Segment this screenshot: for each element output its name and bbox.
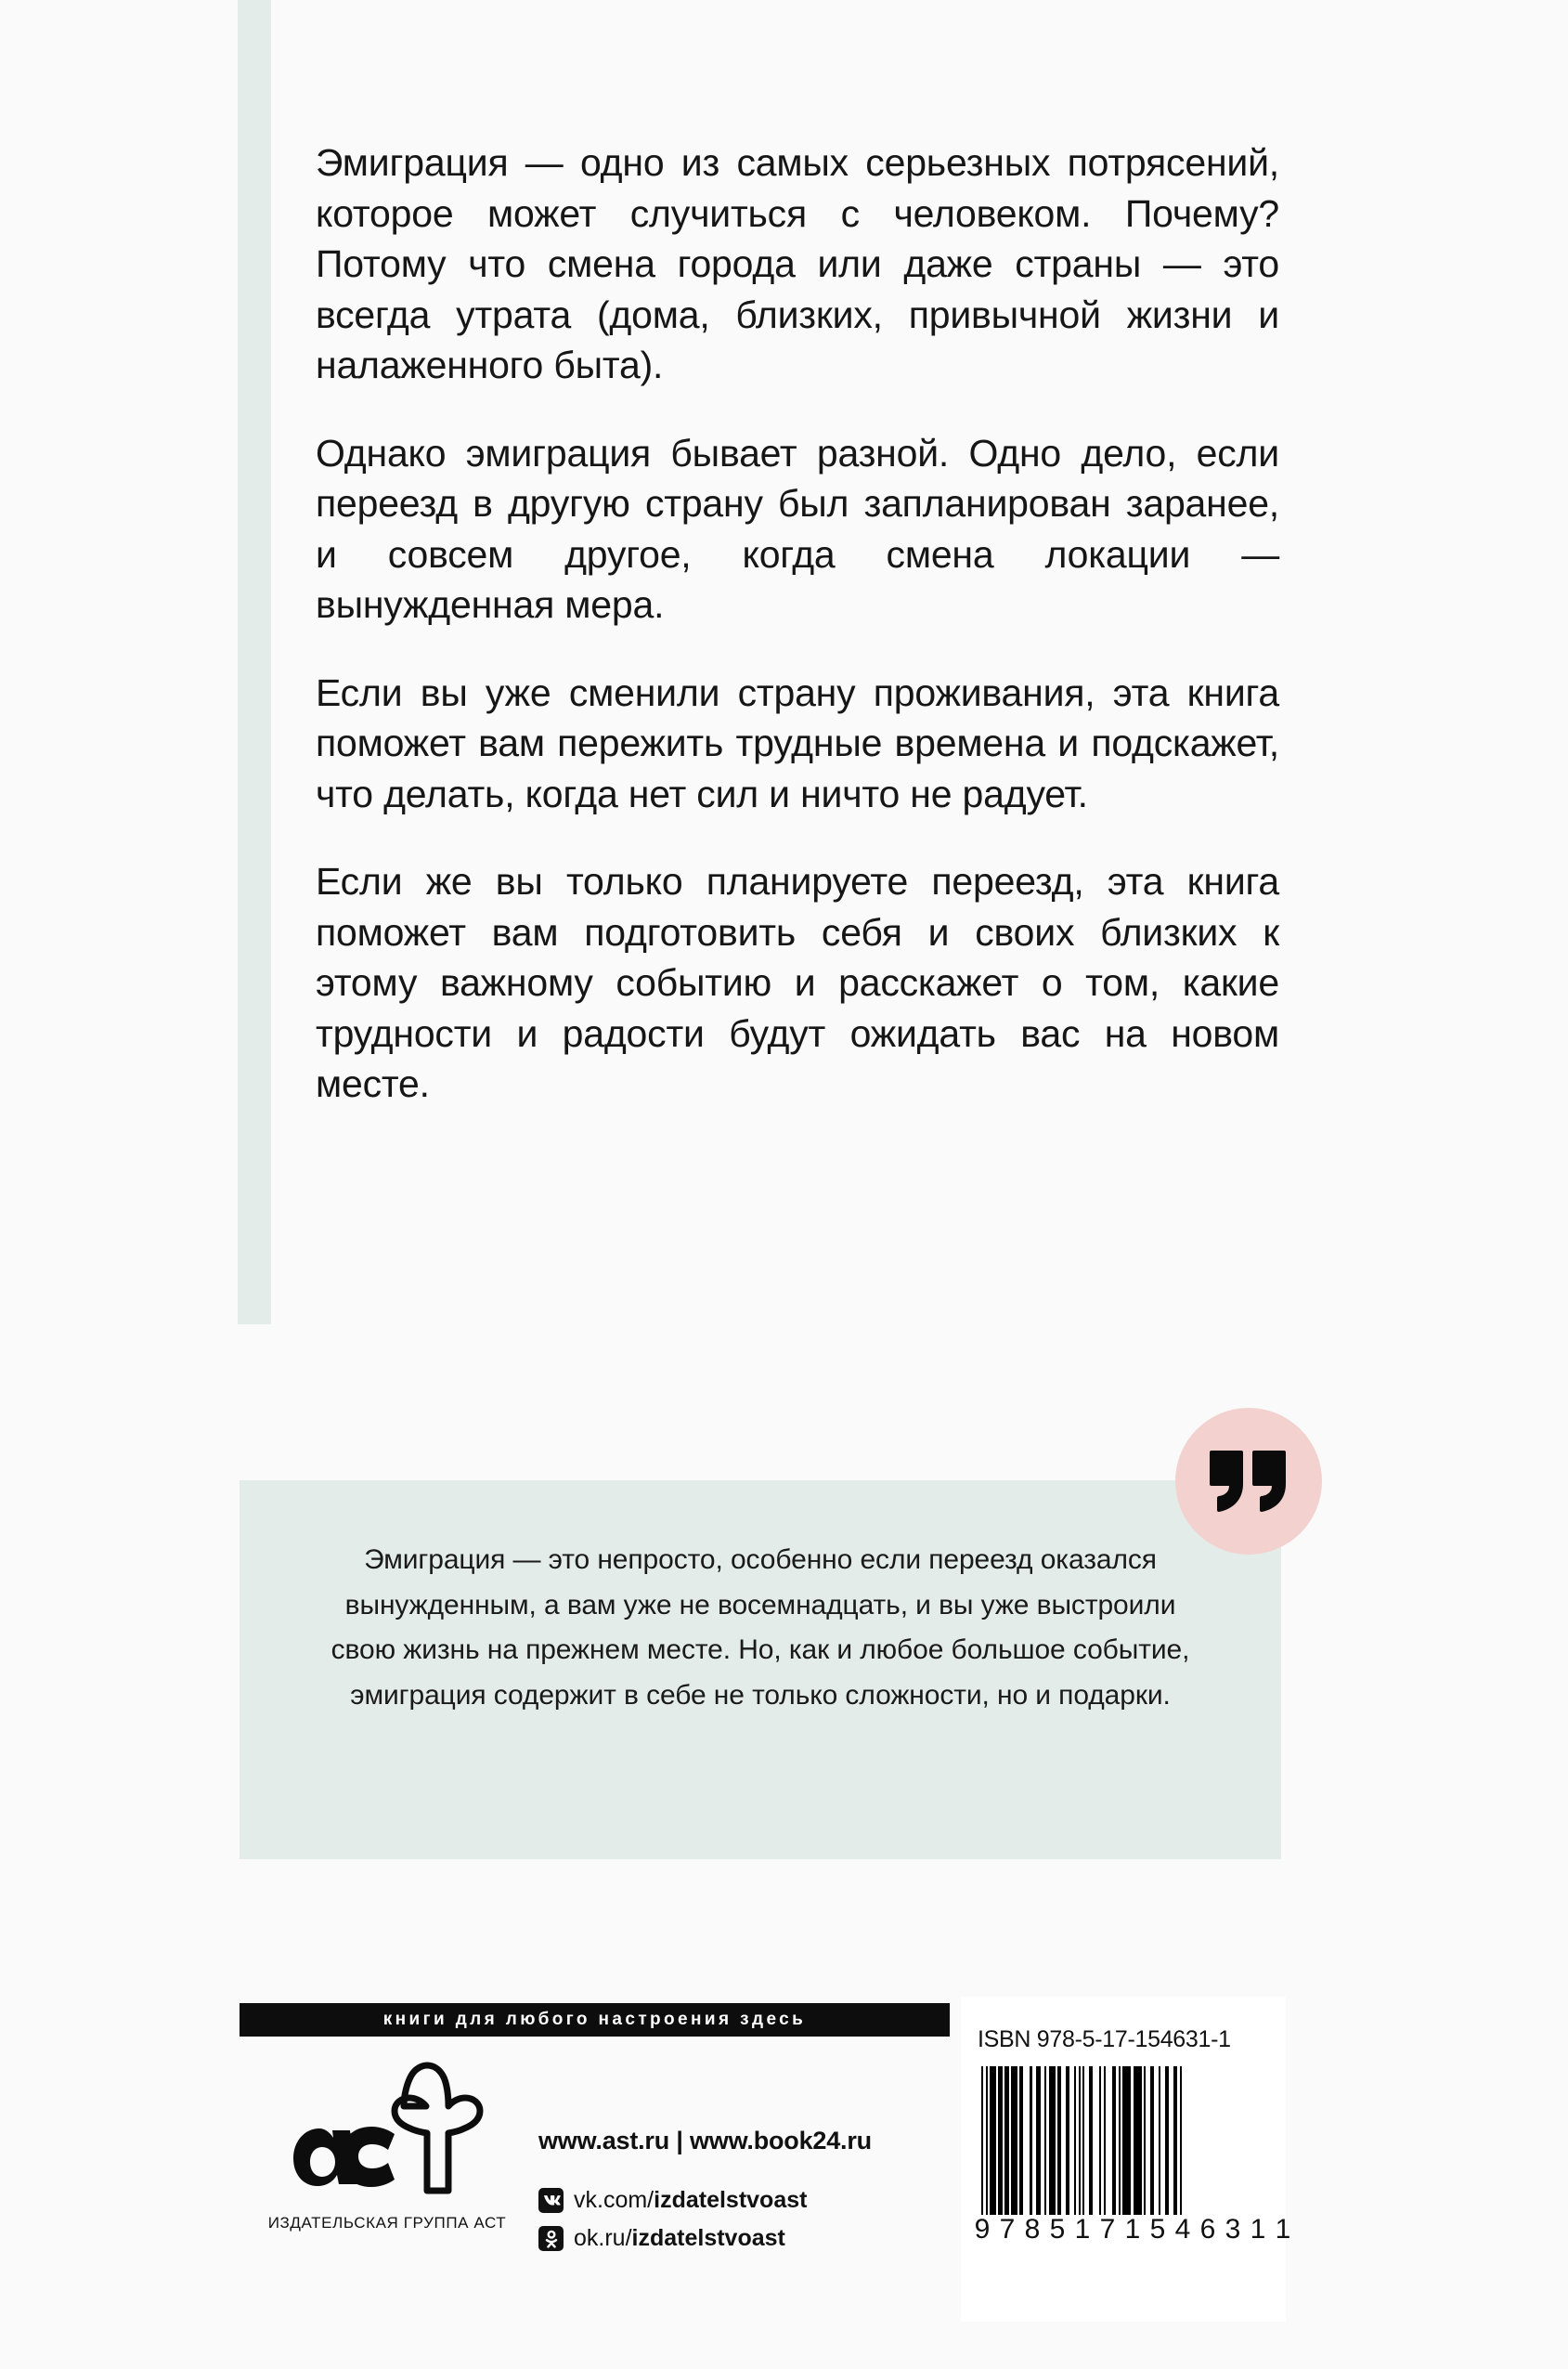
publisher-logo bbox=[253, 2062, 522, 2232]
vk-link-handle: izdatelstvoast bbox=[654, 2187, 808, 2213]
isbn-label: ISBN 978-5-17-154631-1 bbox=[978, 2026, 1231, 2052]
blurb-paragraph-1: Эмиграция — одно из самых серьезных потрясений, которое может случиться с человеком. Почему? Потому что смена города или даже страны — это всегда утрата (дома, близких, привычной жизни и налаженного быта). bbox=[316, 141, 1279, 387]
ast-logo-mark bbox=[280, 2062, 494, 2210]
publisher-links bbox=[538, 2127, 938, 2263]
barcode-image bbox=[981, 2066, 1260, 2215]
blurb-paragraph-4: Если же вы только планируете переезд, эта книга поможет вам подготовить себя и своих близких к этому важному событию и расскажет о том, какие трудности и радости будут ожидать вас на новом месте. bbox=[316, 860, 1279, 1106]
tagline-banner bbox=[240, 2003, 950, 2037]
barcode-digits-right: 5 4 6 3 1 1 bbox=[1149, 2214, 1292, 2245]
accent-strip bbox=[238, 0, 271, 1324]
ok-link-text[interactable] bbox=[574, 2225, 785, 2252]
barcode-digit-lead: 9 bbox=[974, 2214, 991, 2245]
blurb-text bbox=[316, 137, 1279, 1110]
vk-link-text[interactable] bbox=[574, 2187, 807, 2214]
vk-link-row[interactable] bbox=[538, 2187, 938, 2214]
cover-footer bbox=[0, 1969, 1568, 2369]
pull-quote-block bbox=[240, 1480, 1281, 1859]
barcode-digits-left: 7 8 5 1 7 1 bbox=[999, 2214, 1142, 2245]
ok-icon bbox=[538, 2226, 564, 2251]
vk-icon bbox=[538, 2188, 564, 2213]
tagline-text: книги для любого настроения здесь bbox=[382, 2010, 807, 2029]
website-links[interactable]: www.ast.ru | www.book24.ru bbox=[538, 2127, 872, 2154]
isbn-barcode-block bbox=[961, 1997, 1292, 2322]
ok-link-handle: izdatelstvoast bbox=[631, 2225, 785, 2251]
pull-quote-text: Эмиграция — это непросто, особенно если переезд оказался вынужденным, а вам уже не восемнадцать, и вы уже выстроили свою жизнь на прежнем месте. Но, как и любое большое событие, эмиграция содержит в себе не только сложности, но и подарки. bbox=[330, 1544, 1190, 1711]
ok-link-prefix: ok.ru/ bbox=[574, 2225, 632, 2251]
vk-link-prefix: vk.com/ bbox=[574, 2187, 654, 2213]
publisher-caption: ИЗДАТЕЛЬСКАЯ ГРУППА АСТ bbox=[267, 2214, 507, 2232]
ok-link-row[interactable] bbox=[538, 2225, 938, 2252]
blurb-paragraph-2: Однако эмиграция бывает разной. Одно дело, если переезд в другую страну был запланирован заранее, и совсем другое, когда смена локации — вынужденная мера. bbox=[316, 431, 1279, 627]
barcode-digits bbox=[970, 2214, 1292, 2245]
quotation-mark-icon bbox=[1175, 1408, 1322, 1555]
blurb-paragraph-3: Если вы уже сменили страну проживания, эта книга поможет вам пережить трудные времена и подскажет, что делать, когда нет сил и ничто не радует. bbox=[316, 670, 1279, 815]
